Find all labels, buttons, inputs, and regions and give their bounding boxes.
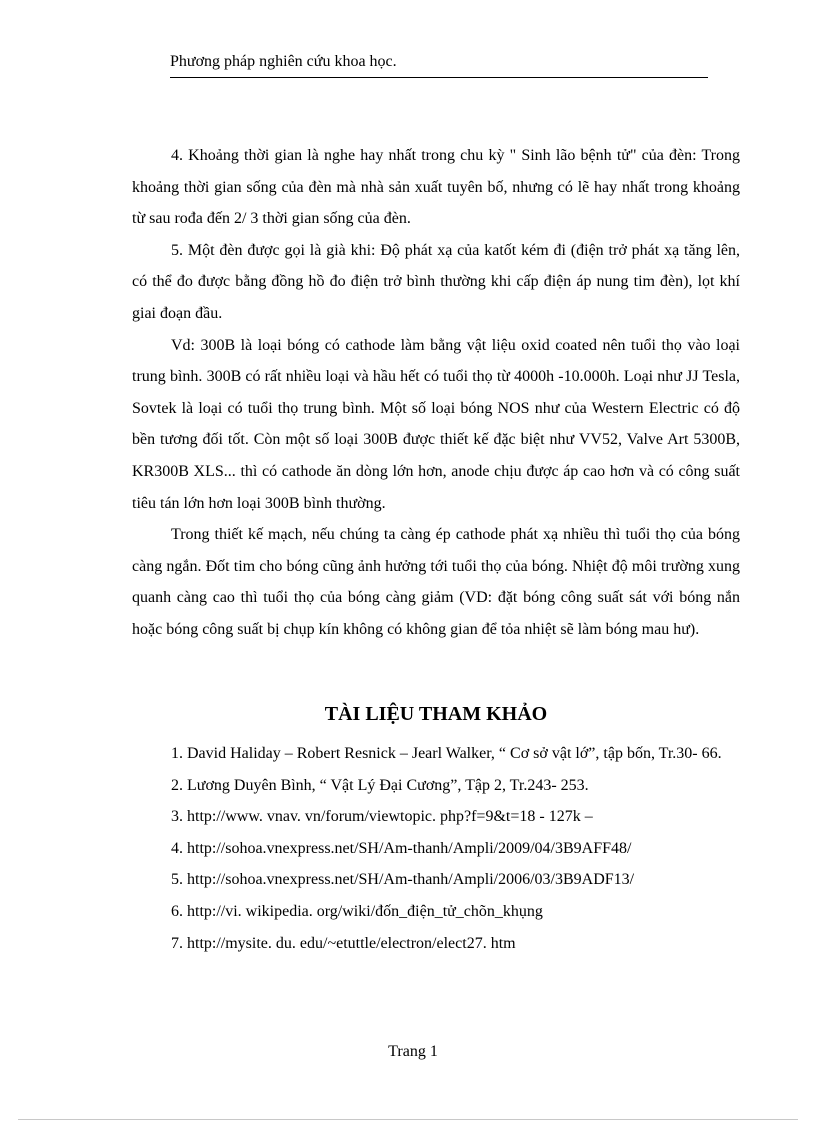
reference-item: 6. http://vi. wikipedia. org/wiki/đốn_điện_tử_chõn_khụng [171, 902, 543, 920]
paragraph: 4. Khoảng thời gian là nghe hay nhất trong chu kỳ " Sinh lão bệnh tử" của đèn: Trong khoảng thời gian sống của đèn mà nhà sản xuất tuyên bố, nhưng có lẽ hay nhất trong khoảng từ sau rođa đến 2/ 3 thời gian sống của đèn. [132, 147, 740, 228]
paragraph: 5. Một đèn được gọi là già khi: Độ phát xạ của katốt kém đi (điện trở phát xạ tăng lên, có thể đo được bằng đồng hồ đo điện trở bình thường khi cấp điện áp nung tim đèn), lọt khí giai đoạn đầu. [132, 241, 740, 322]
bottom-divider [18, 1119, 798, 1120]
body-text [132, 140, 740, 646]
page-number: Trang 1 [388, 1043, 438, 1060]
references-list [132, 738, 740, 959]
reference-item: 5. http://sohoa.vnexpress.net/SH/Am-thanh/Ampli/2006/03/3B9ADF13/ [171, 871, 635, 889]
paragraph: Trong thiết kế mạch, nếu chúng ta càng ép cathode phát xạ nhiều thì tuổi thọ của bóng càng ngắn. Đốt tim cho bóng cũng ảnh hưởng tới tuổi thọ của bóng. Nhiệt độ môi trường xung quanh càng cao thì tuổi thọ của bóng càng giảm (VD: đặt bóng công suất sát với bóng nắn hoặc bóng công suất bị chụp kín không có không gian để tỏa nhiệt sẽ làm bóng mau hư). [132, 526, 740, 638]
page-header [170, 50, 708, 78]
reference-item: 2. Lương Duyên Bình, “ Vật Lý Đại Cương”, Tập 2, Tr.243- 253. [171, 776, 589, 794]
reference-item: 4. http://sohoa.vnexpress.net/SH/Am-thanh/Ampli/2009/04/3B9AFF48/ [171, 839, 632, 857]
reference-item: 3. http://www. vnav. vn/forum/viewtopic. php?f=9&t=18 - 127k – [171, 808, 593, 826]
reference-item: 7. http://mysite. du. edu/~etuttle/electron/elect27. htm [171, 934, 516, 952]
page-footer [0, 1040, 816, 1064]
references-heading: TÀI LIỆU THAM KHẢO [324, 703, 548, 725]
reference-item: 1. David Haliday – Robert Resnick – Jearl Walker, “ Cơ sở vật lớ”, tập bốn, Tr.30- 66. [171, 745, 722, 762]
paragraph: Vd: 300B là loại bóng có cathode làm bằng vật liệu oxid coated nên tuổi thọ vào loại trung bình. 300B có rất nhiều loại và hầu hết có tuổi thọ từ 4000h -10.000h. Loại như JJ Tesla, Sovtek là loại có tuổi thọ trung bình. Một số loại bóng NOS như của Western Electric có độ bền tương đối tốt. Còn một số loại 300B được thiết kế đặc biệt như VV52, Valve Art 5300B, KR300B XLS... thì có cathode ăn dòng lớn hơn, anode chịu được áp cao hơn và có công suất tiêu tán lớn hơn loại 300B bình thường. [132, 336, 740, 512]
header-title: Phương pháp nghiên cứu khoa học. [170, 53, 397, 70]
